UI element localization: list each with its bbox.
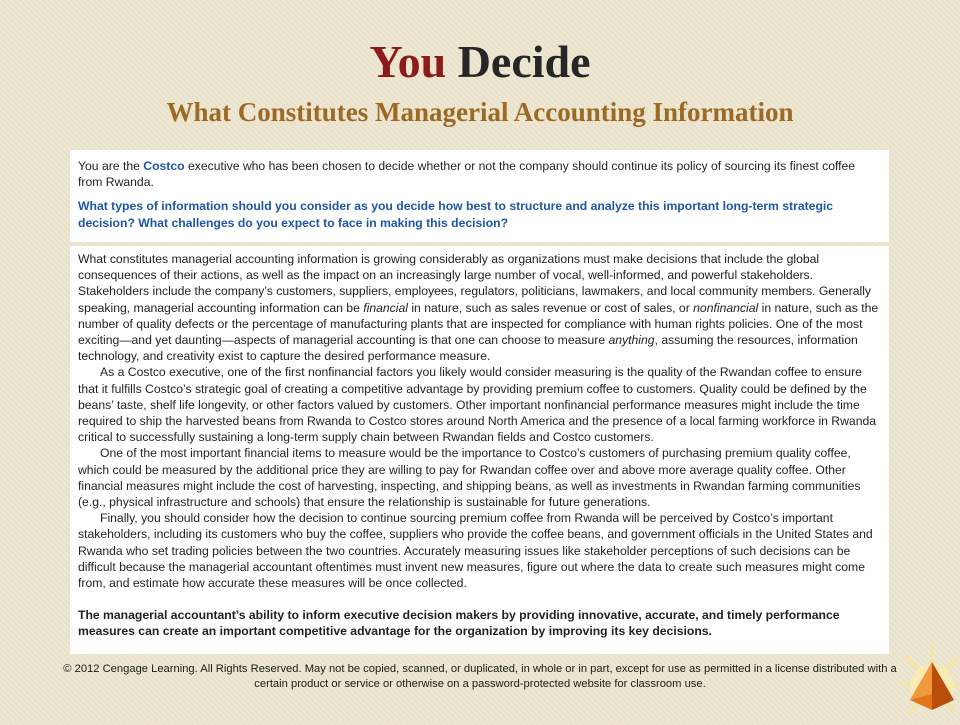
pyramid-icon-graphic — [896, 644, 960, 720]
slide-subtitle: What Constitutes Managerial Accounting Information — [166, 97, 794, 127]
p1-text-d: , assuming the resources, information technology, and creativity exist to capture the desired performance measure. — [78, 333, 858, 364]
p1-text-a: What constitutes managerial accounting information is growing considerably as organizations must make decisions that include the global consequences of their actions, as well as the impact on an increasingly large number of vocal, well-informed, and powerful stakeholders. Stakeholders include the company’s customers, suppliers, employees, regulators, politicians, lawmakers, and local community members. Generally speaking, managerial accounting information can be — [78, 252, 871, 315]
answer-conclusion: The managerial accountant’s ability to inform executive decision makers by providing innovative, accurate, and timely performance measures can create an important competitive advantage for the organization by improving its key decisions. — [78, 608, 840, 639]
intro-pre: You are the — [78, 159, 144, 173]
answer-paragraph-4: Finally, you should consider how the decision to continue sourcing premium coffee from Rwanda will be perceived by Costco’s important stakeholders, including its customers who buy the coffee, suppliers who provide the coffee beans, and government officials in the United States and Rwanda who set trading policies between the two countries. Accurately measuring issues like stakeholder perceptions of such decisions can be difficult because the managerial accountant oftentimes must invent new measures, figure out where the data to create such measures might come from, and estimate how accurate these measures will be once collected. — [78, 511, 873, 591]
term-nonfinancial: nonfinancial — [693, 300, 759, 315]
answer-paragraph-1 — [78, 251, 881, 364]
term-anything: anything — [608, 333, 655, 348]
p1-text-c: in nature, such as the number of quality defects or the percentage of manufacturing plants that are inspected for compliance with human rights policies. One of the most exciting—and yet daunting—aspects of managerial accounting is that one can choose to measure — [78, 300, 879, 348]
next-slide-pyramid-icon[interactable] — [896, 644, 960, 720]
p1-text-b: in nature, such as sales revenue or cost of sales, or — [407, 300, 694, 315]
answer-paragraph-2: As a Costco executive, one of the first nonfinancial factors you likely would consider measuring is the quality of the Rwandan coffee to ensure that it fulfills Costco’s strategic goal of creating a competitive advantage by providing premium coffee to customers. Quality could be defined by the beans’ taste, shelf life longevity, or other factors valued by customers. Other important nonfinancial performance measures might include the time required to ship the harvested beans from Rwanda to Costco stores around North America and the presence of a local farming workforce in Rwanda critical to successfully sustaining a long-term supply chain between Rwandan fields and Costco customers. — [78, 365, 877, 445]
costco-label: Costco — [143, 159, 185, 173]
scenario-box — [70, 150, 889, 242]
title-word-you: You — [369, 36, 447, 87]
term-financial: financial — [363, 300, 408, 315]
scenario-question: What types of information should you consider as you decide how best to structure and analyze this important long-term strategic decision? What challenges do you expect to face in making this decision? — [78, 199, 834, 230]
answer-box — [70, 246, 889, 654]
copyright-notice: © 2012 Cengage Learning. All Rights Reserved. May not be copied, scanned, or duplicated, in whole or in part, except for use as permitted in a license distributed with a certain product or service or otherwise on a password-protected website for classroom use. — [63, 663, 897, 690]
scenario-text — [78, 158, 881, 190]
answer-paragraph-3: One of the most important financial items to measure would be the importance to Costco’s customers of purchasing premium quality coffee, which could be measured by the additional price they are willing to pay for Rwandan coffee over and above more average quality coffee. Other financial measures might include the cost of harvesting, inspecting, and shipping beans, as well as investments in Rwandan farming communities (e.g., physical infrastructure and schools) that ensure the relationship is sustainable for future generations. — [78, 446, 861, 510]
intro-post: executive who has been chosen to decide whether or not the company should continue its policy of sourcing its finest coffee from Rwanda. — [78, 159, 856, 190]
slide-title — [0, 36, 960, 88]
title-word-decide: Decide — [457, 36, 591, 87]
